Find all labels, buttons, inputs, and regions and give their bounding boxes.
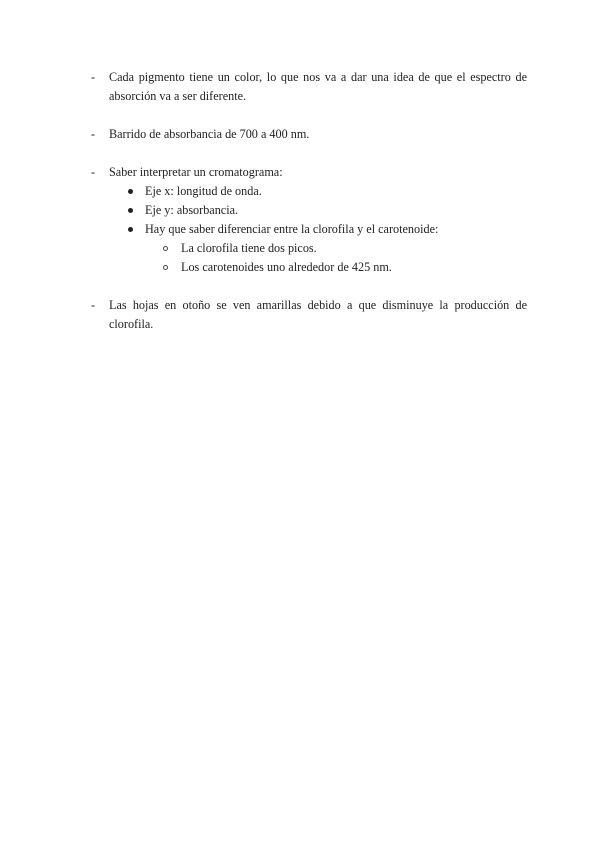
subsublist-item: Los carotenoides uno alrededor de 425 nm. xyxy=(181,260,392,274)
list-item xyxy=(91,125,527,144)
bullet-icon xyxy=(128,208,133,213)
list-item xyxy=(91,296,527,334)
subsublist-item: La clorofila tiene dos picos. xyxy=(181,241,317,255)
bullet-icon xyxy=(128,227,133,232)
list-item-text: Saber interpretar un cromatograma: xyxy=(109,165,283,179)
sublist-item: Hay que saber diferenciar entre la clorofila y el carotenoide: xyxy=(145,222,439,236)
list-item-text: Barrido de absorbancia de 700 a 400 nm. xyxy=(109,127,310,141)
sublist-item: Eje x: longitud de onda. xyxy=(145,184,262,198)
list-marker: - xyxy=(91,127,96,141)
list-item xyxy=(91,163,527,182)
bullet-icon xyxy=(128,189,133,194)
circle-bullet-icon xyxy=(163,265,168,270)
list-item-text: Las hojas en otoño se ven amarillas debido a que disminuye la producción de clorofila. xyxy=(109,298,527,331)
sublist-item: Eje y: absorbancia. xyxy=(145,203,239,217)
list-marker: - xyxy=(91,165,96,179)
list-item-text: Cada pigmento tiene un color, lo que nos va a dar una idea de que el espectro de absorción va a ser diferente. xyxy=(109,70,527,103)
list-item xyxy=(91,68,527,106)
circle-bullet-icon xyxy=(163,246,168,251)
list-marker: - xyxy=(91,70,96,84)
list-marker: - xyxy=(91,298,96,312)
